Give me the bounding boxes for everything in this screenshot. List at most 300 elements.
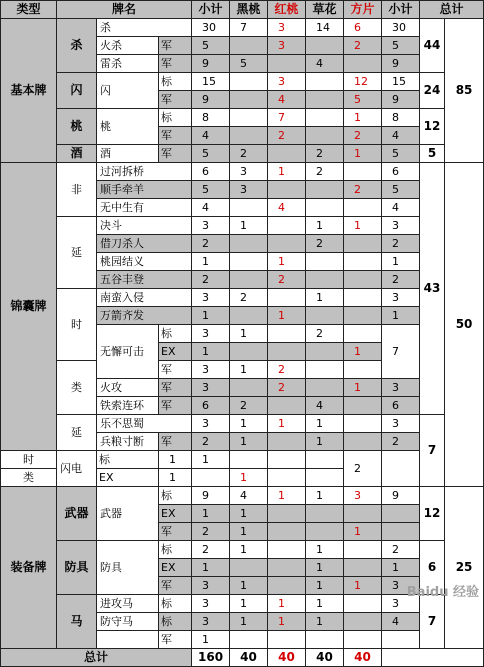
spade-count: 1	[230, 523, 268, 541]
spade-count	[230, 127, 268, 145]
club-count	[306, 181, 344, 199]
row-subtotal: 5	[382, 181, 420, 199]
group-sum: 6	[420, 541, 445, 595]
diamond-count: 1	[344, 109, 382, 127]
category-total: 85	[445, 19, 484, 163]
heart-count	[268, 631, 306, 649]
subtotal-count: 3	[192, 577, 230, 595]
card-name: 乐不思蜀	[97, 415, 192, 433]
row-subtotal: 1	[382, 253, 420, 271]
baidu-watermark: Baidu 经验	[406, 585, 479, 600]
spade-count	[230, 253, 268, 271]
spade-count	[230, 37, 268, 55]
subtotal-count: 2	[192, 433, 230, 451]
card-name: 酒	[97, 145, 159, 163]
subtotal-count: 9	[192, 91, 230, 109]
subtotal-count: 1	[159, 469, 192, 487]
row-subtotal: 5	[382, 37, 420, 55]
spade-count: 3	[230, 181, 268, 199]
row-subtotal	[382, 631, 420, 649]
subtotal2-header: 小计	[382, 1, 420, 19]
subtotal-count: 5	[192, 145, 230, 163]
heart-count	[268, 325, 306, 343]
club-count: 1	[306, 559, 344, 577]
club-count	[268, 469, 306, 487]
edition-tag: 军	[159, 433, 192, 451]
spade-count	[230, 109, 268, 127]
club-count: 1	[306, 487, 344, 505]
subtotal-count: 15	[192, 73, 230, 91]
card-name: 无懈可击	[97, 325, 159, 379]
club-count: 1	[306, 433, 344, 451]
edition-tag: 军	[159, 55, 192, 73]
card-name: 兵粮寸断	[97, 433, 159, 451]
heart-count	[268, 541, 306, 559]
row-subtotal: 4	[382, 613, 420, 631]
edition-tag: 标	[159, 541, 192, 559]
subgroup-sha: 杀	[57, 19, 97, 73]
edition-tag: 标	[159, 595, 192, 613]
subtotal-count: 1	[192, 343, 230, 361]
row-subtotal: 4	[382, 199, 420, 217]
club-count	[306, 343, 344, 361]
heart-count: 1	[268, 613, 306, 631]
subgroup-lei2: 类	[1, 469, 57, 487]
heart-count: 1	[268, 595, 306, 613]
club-count	[306, 379, 344, 397]
row-subtotal: 2	[382, 433, 420, 451]
spade-count	[230, 199, 268, 217]
heart-count	[268, 145, 306, 163]
card-name: 顺手牵羊	[97, 181, 192, 199]
card-name: 无中生有	[97, 199, 192, 217]
card-name: 借刀杀人	[97, 235, 192, 253]
club-count	[306, 523, 344, 541]
subgroup-yan2: 延	[57, 415, 97, 451]
spade-count: 1	[230, 433, 268, 451]
spade-count: 1	[230, 613, 268, 631]
edition-tag: 标	[159, 325, 192, 343]
card-name: 武器	[97, 487, 159, 541]
subtotal-count: 3	[192, 613, 230, 631]
spade-count	[230, 271, 268, 289]
heart-count: 1	[268, 415, 306, 433]
card-row	[1, 73, 484, 91]
heart-count: 1	[268, 487, 306, 505]
row-subtotal: 9	[382, 487, 420, 505]
subgroup-lei1: 类	[57, 361, 97, 415]
row-subtotal: 9	[382, 55, 420, 73]
heart-count	[268, 397, 306, 415]
club-count: 4	[306, 55, 344, 73]
heart-count	[268, 289, 306, 307]
edition-tag: 军	[159, 577, 192, 595]
club-count: 1	[306, 577, 344, 595]
card-row	[1, 451, 484, 469]
edition-tag: 军	[159, 379, 192, 397]
subtotal-count: 1	[192, 307, 230, 325]
club-count	[268, 451, 306, 469]
diamond-count: 1	[344, 145, 382, 163]
subtotal-count: 1	[192, 559, 230, 577]
spade-count: 1	[230, 361, 268, 379]
edition-tag: EX	[97, 469, 159, 487]
category-trick: 锦囊牌	[1, 163, 57, 451]
club-count	[306, 253, 344, 271]
spade-count: 5	[230, 55, 268, 73]
club-count: 1	[306, 289, 344, 307]
heart-count	[268, 577, 306, 595]
heart-count: 4	[268, 91, 306, 109]
card-name: 火杀	[97, 37, 159, 55]
group-sum: 7	[420, 415, 445, 487]
spade-count	[230, 91, 268, 109]
card-name: 决斗	[97, 217, 192, 235]
subtotal-count: 1	[192, 505, 230, 523]
club-count	[306, 199, 344, 217]
diamond-count	[344, 235, 382, 253]
card-name: 防具	[97, 541, 159, 595]
card-row	[1, 109, 484, 127]
diamond-count	[344, 433, 382, 451]
row-subtotal: 3	[382, 217, 420, 235]
diamond-header: 方片	[344, 1, 382, 19]
spade-count: 2	[230, 145, 268, 163]
card-row	[1, 145, 484, 163]
club-count	[306, 505, 344, 523]
spade-count: 3	[230, 163, 268, 181]
diamond-count	[344, 541, 382, 559]
subtotal-count: 1	[192, 631, 230, 649]
subtotal-count: 8	[192, 109, 230, 127]
row-subtotal: 4	[382, 127, 420, 145]
category-total: 50	[445, 163, 484, 487]
subtotal-count: 5	[192, 181, 230, 199]
diamond-count	[344, 253, 382, 271]
row-subtotal	[382, 523, 420, 541]
club-count	[306, 91, 344, 109]
club-count	[306, 361, 344, 379]
card-name: 南蛮入侵	[97, 289, 192, 307]
diamond-count: 3	[344, 487, 382, 505]
card-row	[1, 415, 484, 433]
diamond-count	[344, 631, 382, 649]
diamond-count	[344, 307, 382, 325]
subgroup-armor: 防具	[57, 541, 97, 595]
group-sum: 5	[420, 145, 445, 163]
subtotal-count: 3	[192, 379, 230, 397]
club-count	[306, 307, 344, 325]
diamond-count	[344, 361, 382, 379]
club-count	[306, 631, 344, 649]
heart-count: 1	[268, 163, 306, 181]
club-header: 草花	[306, 1, 344, 19]
row-subtotal: 2	[382, 235, 420, 253]
spade-count: 1	[230, 577, 268, 595]
spade-count	[230, 343, 268, 361]
edition-tag: 军	[159, 631, 192, 649]
subtotal-count: 5	[192, 37, 230, 55]
club-count: 2	[306, 163, 344, 181]
grand-total: 160	[192, 649, 230, 667]
subtotal-count: 4	[192, 127, 230, 145]
heart-total: 40	[268, 649, 306, 667]
spade-count: 1	[230, 217, 268, 235]
subgroup-shi2: 时	[1, 451, 57, 469]
club-count: 14	[306, 19, 344, 37]
diamond-count: 5	[344, 91, 382, 109]
spade-count	[230, 631, 268, 649]
diamond-count	[344, 505, 382, 523]
diamond-count: 12	[344, 73, 382, 91]
spade-count: 1	[192, 451, 230, 469]
card-name	[97, 631, 159, 649]
row-subtotal: 5	[382, 145, 420, 163]
heart-count: 4	[268, 199, 306, 217]
card-row	[1, 19, 484, 37]
edition-tag: 军	[159, 145, 192, 163]
spade-count: 1	[230, 325, 268, 343]
card-row	[1, 217, 484, 235]
heart-count	[230, 451, 268, 469]
row-subtotal: 3	[382, 577, 420, 595]
row-subtotal	[382, 505, 420, 523]
category-total: 25	[445, 487, 484, 649]
diamond-total: 40	[344, 649, 382, 667]
row-subtotal: 2	[382, 541, 420, 559]
row-subtotal: 15	[382, 73, 420, 91]
spade-count: 1	[230, 541, 268, 559]
spade-count: 2	[230, 397, 268, 415]
subtotal-count: 2	[192, 235, 230, 253]
row-subtotal: 3	[382, 379, 420, 397]
heart-count	[268, 235, 306, 253]
subtotal-count: 3	[192, 361, 230, 379]
diamond-count	[306, 451, 344, 469]
spade-count	[230, 379, 268, 397]
subtotal-count: 4	[192, 199, 230, 217]
row-subtotal: 3	[382, 595, 420, 613]
edition-tag: 军	[159, 91, 192, 109]
spade-count: 1	[230, 505, 268, 523]
heart-count	[268, 559, 306, 577]
diamond-count	[344, 325, 382, 343]
club-count: 2	[306, 145, 344, 163]
club-count: 1	[306, 541, 344, 559]
spade-count: 4	[230, 487, 268, 505]
card-name: 过河拆桥	[97, 163, 192, 181]
row-subtotal: 1	[382, 559, 420, 577]
row-subtotal: 2	[382, 271, 420, 289]
club-count: 2	[306, 235, 344, 253]
diamond-count	[344, 289, 382, 307]
card-row	[1, 541, 484, 559]
spade-total: 40	[230, 649, 268, 667]
row-subtotal: 1	[382, 307, 420, 325]
edition-tag: 军	[159, 37, 192, 55]
club-count: 4	[306, 397, 344, 415]
card-name: 火攻	[97, 379, 159, 397]
subtotal-count: 6	[192, 163, 230, 181]
subgroup-yan1: 延	[57, 217, 97, 289]
card-name-header: 牌名	[57, 1, 192, 19]
heart-header: 红桃	[268, 1, 306, 19]
diamond-count	[344, 613, 382, 631]
heart-count	[268, 343, 306, 361]
diamond-count: 1	[344, 343, 382, 361]
subgroup-shi1: 时	[57, 289, 97, 361]
diamond-count	[344, 415, 382, 433]
subtotal-count: 3	[192, 289, 230, 307]
footer-blank	[382, 649, 484, 667]
subgroup-weapon: 武器	[57, 487, 97, 541]
group-sum: 7	[420, 595, 445, 649]
heart-count	[268, 55, 306, 73]
subgroup-shan: 闪	[57, 73, 97, 109]
subtotal-count: 9	[192, 55, 230, 73]
heart-count	[268, 523, 306, 541]
club-count: 2	[306, 325, 344, 343]
subgroup-horse: 马	[57, 595, 97, 649]
diamond-count	[344, 397, 382, 415]
diamond-count	[344, 595, 382, 613]
club-count: 1	[306, 217, 344, 235]
subgroup-jiu: 酒	[57, 145, 97, 163]
total-header: 总计	[420, 1, 484, 19]
club-count	[306, 109, 344, 127]
spade-count	[230, 559, 268, 577]
diamond-count: 1	[344, 217, 382, 235]
spade-count: 7	[230, 19, 268, 37]
edition-tag: 军	[159, 127, 192, 145]
subtotal-count: 9	[192, 487, 230, 505]
subgroup-fei: 非	[57, 163, 97, 217]
club-count	[306, 73, 344, 91]
group-sum: 43	[420, 163, 445, 415]
card-name: 闪	[97, 73, 159, 109]
heart-count: 2	[268, 361, 306, 379]
grand-total-label: 总计	[1, 649, 192, 667]
edition-tag: 军	[159, 523, 192, 541]
spade-count	[192, 469, 230, 487]
spade-count: 2	[230, 289, 268, 307]
club-count	[306, 127, 344, 145]
edition-tag: EX	[159, 505, 192, 523]
spade-count: 1	[230, 415, 268, 433]
subtotal-count: 3	[192, 595, 230, 613]
edition-tag: 标	[159, 73, 192, 91]
heart-count: 2	[268, 271, 306, 289]
spade-count: 1	[230, 595, 268, 613]
row-subtotal: 3	[382, 289, 420, 307]
card-name: 万箭齐发	[97, 307, 192, 325]
spade-count	[230, 235, 268, 253]
diamond-count	[344, 199, 382, 217]
row-subtotal: 6	[382, 397, 420, 415]
group-sum: 24	[420, 73, 445, 109]
diamond-count: 1	[344, 577, 382, 595]
subtotal-count: 30	[192, 19, 230, 37]
category-equip: 装备牌	[1, 487, 57, 649]
type-header: 类型	[1, 1, 57, 19]
group-sum: 12	[420, 487, 445, 541]
subgroup-tao: 桃	[57, 109, 97, 145]
heart-count: 2	[268, 127, 306, 145]
edition-tag: EX	[159, 343, 192, 361]
subtotal-count: 1	[192, 253, 230, 271]
card-row	[1, 163, 484, 181]
diamond-count	[344, 271, 382, 289]
diamond-count: 2	[344, 127, 382, 145]
row-subtotal: 30	[382, 19, 420, 37]
card-name: 闪电	[57, 451, 97, 487]
edition-tag: EX	[159, 559, 192, 577]
heart-count: 3	[268, 73, 306, 91]
card-name: 铁索连环	[97, 397, 159, 415]
row-subtotal: 6	[382, 163, 420, 181]
card-row	[1, 487, 484, 505]
diamond-count: 1	[344, 379, 382, 397]
diamond-count	[306, 469, 344, 487]
card-name: 进攻马	[97, 595, 159, 613]
diamond-count	[344, 559, 382, 577]
club-count	[306, 37, 344, 55]
heart-count: 2	[268, 379, 306, 397]
row-subtotal: 8	[382, 109, 420, 127]
card-name: 雷杀	[97, 55, 159, 73]
subtotal-count: 3	[192, 415, 230, 433]
heart-count	[268, 217, 306, 235]
category-basic: 基本牌	[1, 19, 57, 163]
heart-count: 1	[268, 253, 306, 271]
subtotal-count: 3	[192, 217, 230, 235]
edition-tag: 标	[159, 109, 192, 127]
diamond-count	[344, 55, 382, 73]
card-name: 防守马	[97, 613, 159, 631]
card-row	[1, 289, 484, 307]
footer-row	[1, 649, 484, 667]
row-subtotal: 3	[382, 415, 420, 433]
club-count: 1	[306, 415, 344, 433]
edition-tag: 军	[159, 397, 192, 415]
card-name: 杀	[97, 19, 192, 37]
club-count	[306, 271, 344, 289]
header-row	[1, 1, 484, 19]
heart-count	[268, 433, 306, 451]
heart-count: 3	[268, 37, 306, 55]
heart-count	[268, 181, 306, 199]
subtotal-count: 2	[192, 541, 230, 559]
group-sum: 44	[420, 19, 445, 73]
club-count: 1	[306, 613, 344, 631]
card-name: 五谷丰登	[97, 271, 192, 289]
club-total: 40	[306, 649, 344, 667]
diamond-count	[344, 163, 382, 181]
row-subtotal: 7	[382, 325, 420, 379]
diamond-count: 2	[344, 181, 382, 199]
club-count: 1	[306, 595, 344, 613]
subtotal-count: 2	[192, 523, 230, 541]
card-name: 桃园结义	[97, 253, 192, 271]
diamond-count: 6	[344, 19, 382, 37]
row-subtotal: 2	[344, 451, 382, 487]
spade-count	[230, 307, 268, 325]
heart-count: 1	[268, 307, 306, 325]
edition-tag: 标	[97, 451, 159, 469]
subtotal-count: 3	[192, 325, 230, 343]
subtotal-count: 6	[192, 397, 230, 415]
card-name: 桃	[97, 109, 159, 145]
